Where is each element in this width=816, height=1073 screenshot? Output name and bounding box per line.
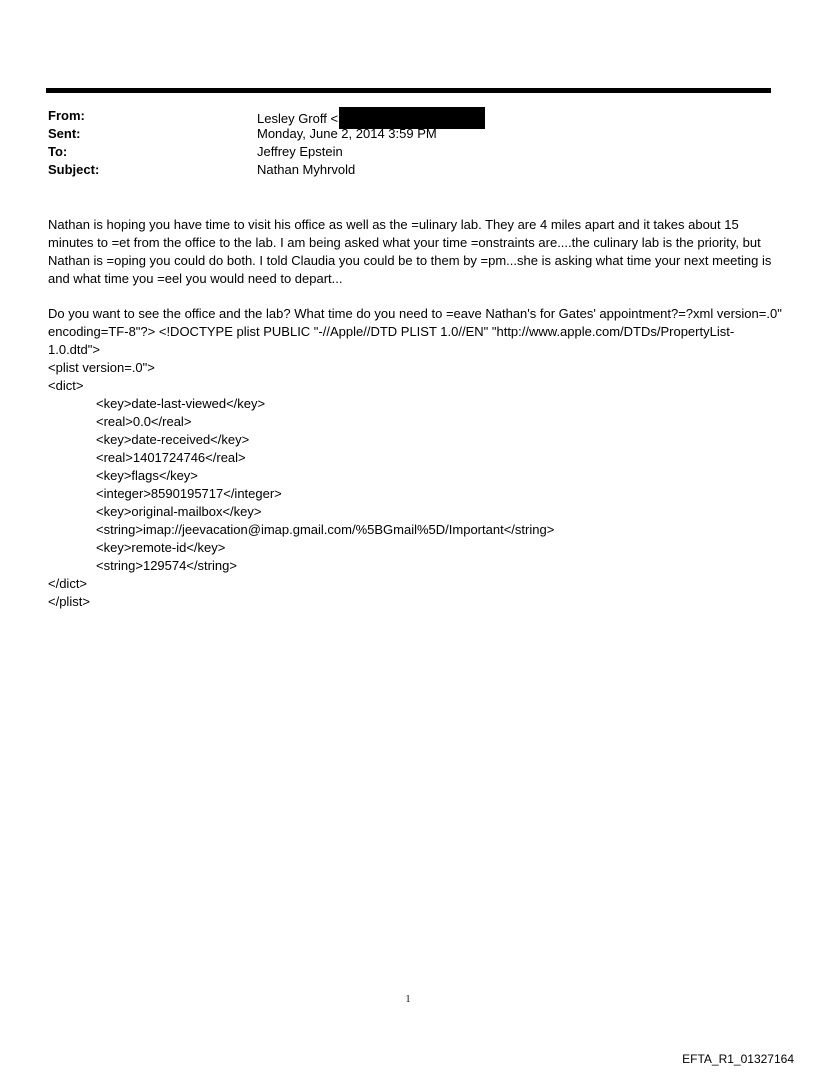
plist-line: <string>imap://jeevacation@imap.gmail.com/%5BGmail%5D/Important</string> <box>96 522 555 537</box>
body-paragraph-1: Nathan is hoping you have time to visit his office as well as the =ulinary lab. They are 4 miles apart and it takes about 15 minutes to =et from the office to the lab. I am being asked what your time =onstraints are....the culinary lab is the priority, but Nathan is =oping you could do both. I told Claudia you could be to them by =pm...she is asking what time your next meeting is and what time you =eel you would need to depart... <box>48 217 772 286</box>
from-name: Lesley Groff < <box>257 111 339 126</box>
header-rule <box>46 88 771 93</box>
plist-line: <key>original-mailbox</key> <box>96 504 262 519</box>
sent-label: Sent: <box>48 126 81 141</box>
plist-line: <real>0.0</real> <box>96 414 192 429</box>
plist-line: <key>date-last-viewed</key> <box>96 396 266 411</box>
body-paragraph-2: Do you want to see the office and the lab? What time do you need to =eave Nathan's for Gates' appointment?=?xml version=.0" encoding=TF-8"?> <!DOCTYPE plist PUBLIC "-//Apple//DTD PLIST 1.0//EN" "http://www.apple.com/DTDs/PropertyList-1.0.dtd"> <box>48 306 782 357</box>
page-number: 1 <box>405 994 411 1005</box>
plist-open: <plist version=.0"> <box>48 360 155 375</box>
from-label: From: <box>48 108 85 123</box>
dict-close: </dict> <box>48 576 88 591</box>
plist-line: <key>date-received</key> <box>96 432 250 447</box>
sent-value: Monday, June 2, 2014 3:59 PM <box>257 126 437 141</box>
document-id: EFTA_R1_01327164 <box>682 1052 794 1066</box>
plist-line: <integer>8590195717</integer> <box>96 486 282 501</box>
plist-line: <key>flags</key> <box>96 468 198 483</box>
subject-label: Subject: <box>48 162 100 177</box>
to-label: To: <box>48 144 68 159</box>
plist-line: <real>1401724746</real> <box>96 450 246 465</box>
to-value: Jeffrey Epstein <box>257 144 343 159</box>
dict-open: <dict> <box>48 378 84 393</box>
plist-line: <string>129574</string> <box>96 558 237 573</box>
plist-close: </plist> <box>48 594 90 609</box>
subject-value: Nathan Myhrvold <box>257 162 356 177</box>
plist-line: <key>remote-id</key> <box>96 540 226 555</box>
